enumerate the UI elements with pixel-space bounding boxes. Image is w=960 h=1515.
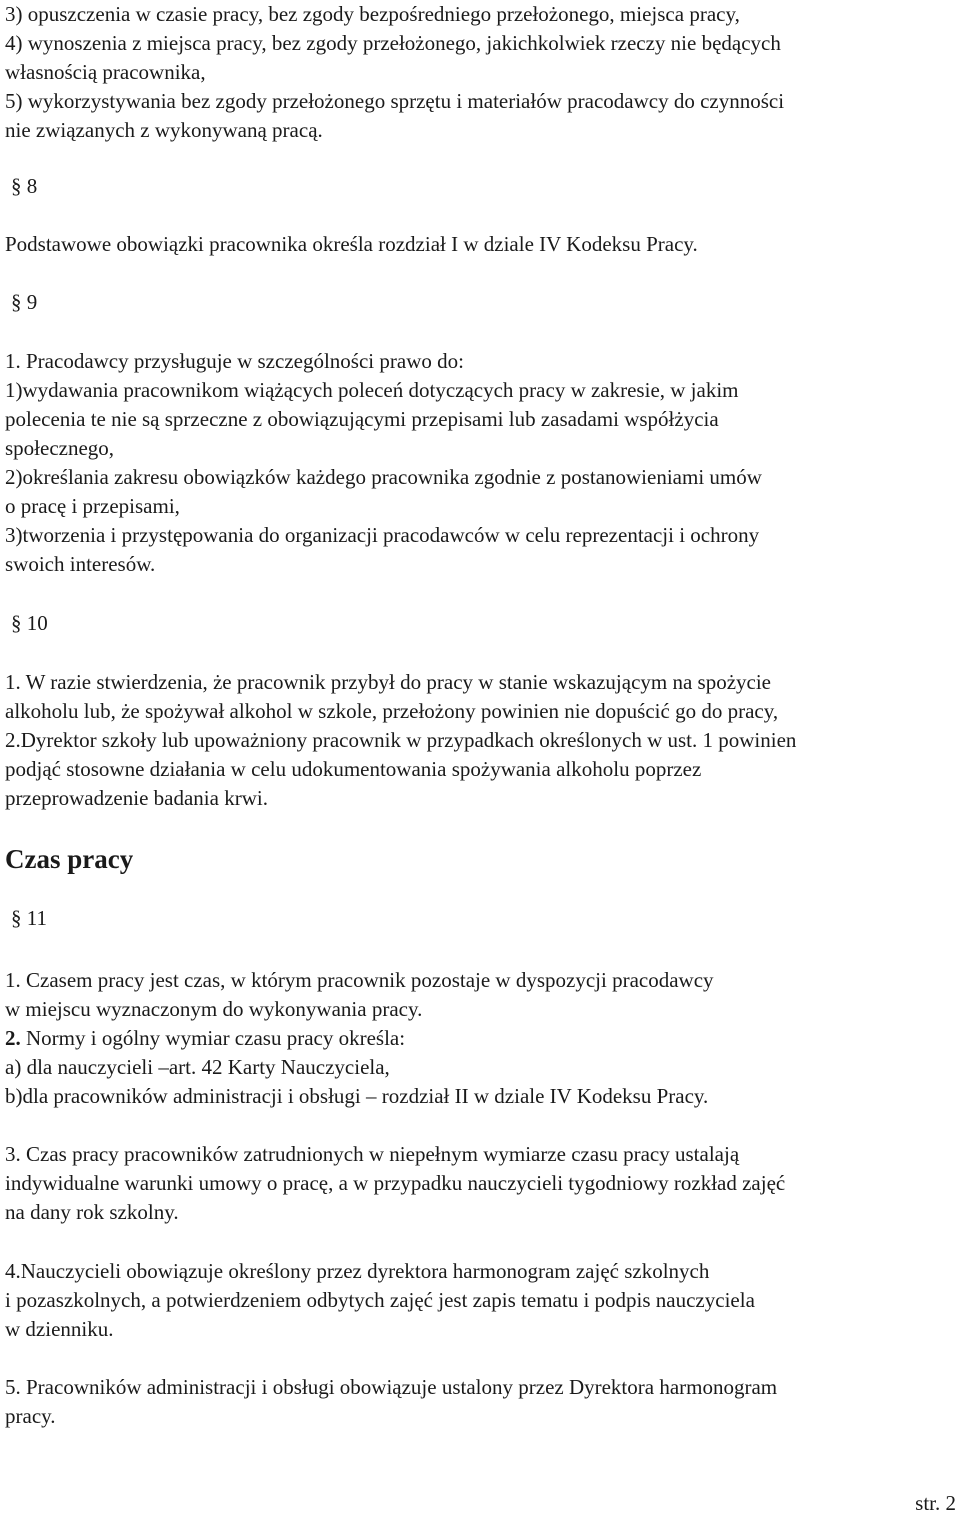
paragraph-line: 3) opuszczenia w czasie pracy, bez zgody bezpośredniego przełożonego, miejsca pracy, (5, 2, 740, 26)
paragraph-line: pracy. (5, 1404, 56, 1428)
paragraph-line: i pozaszkolnych, a potwierdzeniem odbytych zajęć jest zapis tematu i podpis nauczyciela (5, 1288, 755, 1312)
item-text: Normy i ogólny wymiar czasu pracy określa: (20, 1026, 406, 1050)
section-number: § 8 (11, 174, 38, 198)
paragraph-line: indywidualne warunki umowy o pracę, a w przypadku nauczycieli tygodniowy rozkład zajęć (5, 1171, 786, 1195)
paragraph-line: 3. Czas pracy pracowników zatrudnionych w niepełnym wymiarze czasu pracy ustalają (5, 1142, 740, 1166)
paragraph-line: 3)tworzenia i przystępowania do organizacji pracodawców w celu reprezentacji i ochrony (5, 523, 760, 547)
paragraph-line: 1)wydawania pracownikom wiążących poleceń dotyczących pracy w zakresie, w jakim (5, 378, 739, 402)
paragraph-line: alkoholu lub, że spożywał alkohol w szkole, przełożony powinien nie dopuścić go do pracy, (5, 699, 779, 723)
paragraph-line: 2)określania zakresu obowiązków każdego pracownika zgodnie z postanowieniami umów (5, 465, 762, 489)
section-number: § 9 (11, 290, 38, 314)
paragraph-line: na dany rok szkolny. (5, 1200, 179, 1224)
paragraph-line: 4) wynoszenia z miejsca pracy, bez zgody przełożonego, jakichkolwiek rzeczy nie będących (5, 31, 781, 55)
paragraph-line: 2.Dyrektor szkoły lub upoważniony pracownik w przypadkach określonych w ust. 1 powinien (5, 728, 797, 752)
item-number: 2. (5, 1026, 21, 1050)
paragraph-line: o pracę i przepisami, (5, 494, 180, 518)
section-number: § 10 (11, 611, 48, 635)
paragraph-line: 1. Czasem pracy jest czas, w którym pracownik pozostaje w dyspozycji pracodawcy (5, 968, 714, 992)
paragraph-line: własnością pracownika, (5, 60, 206, 84)
paragraph-line: 1. Pracodawcy przysługuje w szczególności prawo do: (5, 349, 464, 373)
section-number: § 11 (11, 906, 47, 930)
paragraph-line: podjąć stosowne działania w celu udokumentowania spożywania alkoholu poprzez (5, 757, 702, 781)
paragraph-line: polecenia te nie są sprzeczne z obowiązującymi przepisami lub zasadami współżycia (5, 407, 719, 431)
paragraph-line: 1. W razie stwierdzenia, że pracownik przybył do pracy w stanie wskazującym na spożycie (5, 670, 772, 694)
paragraph-line: 4.Nauczycieli obowiązuje określony przez dyrektora harmonogram zajęć szkolnych (5, 1259, 710, 1283)
paragraph-line: 5) wykorzystywania bez zgody przełożonego sprzętu i materiałów pracodawcy do czynności (5, 89, 785, 113)
paragraph-line: b)dla pracowników administracji i obsługi – rozdział II w dziale IV Kodeksu Pracy. (5, 1084, 709, 1108)
paragraph-line: 5. Pracowników administracji i obsługi obowiązuje ustalony przez Dyrektora harmonogram (5, 1375, 778, 1399)
paragraph-line: a) dla nauczycieli –art. 42 Karty Nauczyciela, (5, 1055, 390, 1079)
paragraph-line (5, 1024, 405, 1052)
paragraph-line: w dzienniku. (5, 1317, 114, 1341)
page-number: str. 2 (915, 1491, 956, 1515)
paragraph-line: społecznego, (5, 436, 115, 460)
paragraph-line: Podstawowe obowiązki pracownika określa rozdział I w dziale IV Kodeksu Pracy. (5, 232, 698, 256)
paragraph-line: w miejscu wyznaczonym do wykonywania pracy. (5, 997, 423, 1021)
section-heading: Czas pracy (5, 844, 134, 874)
paragraph-line: nie związanych z wykonywaną pracą. (5, 118, 323, 142)
paragraph-line: swoich interesów. (5, 552, 156, 576)
paragraph-line: przeprowadzenie badania krwi. (5, 786, 268, 810)
